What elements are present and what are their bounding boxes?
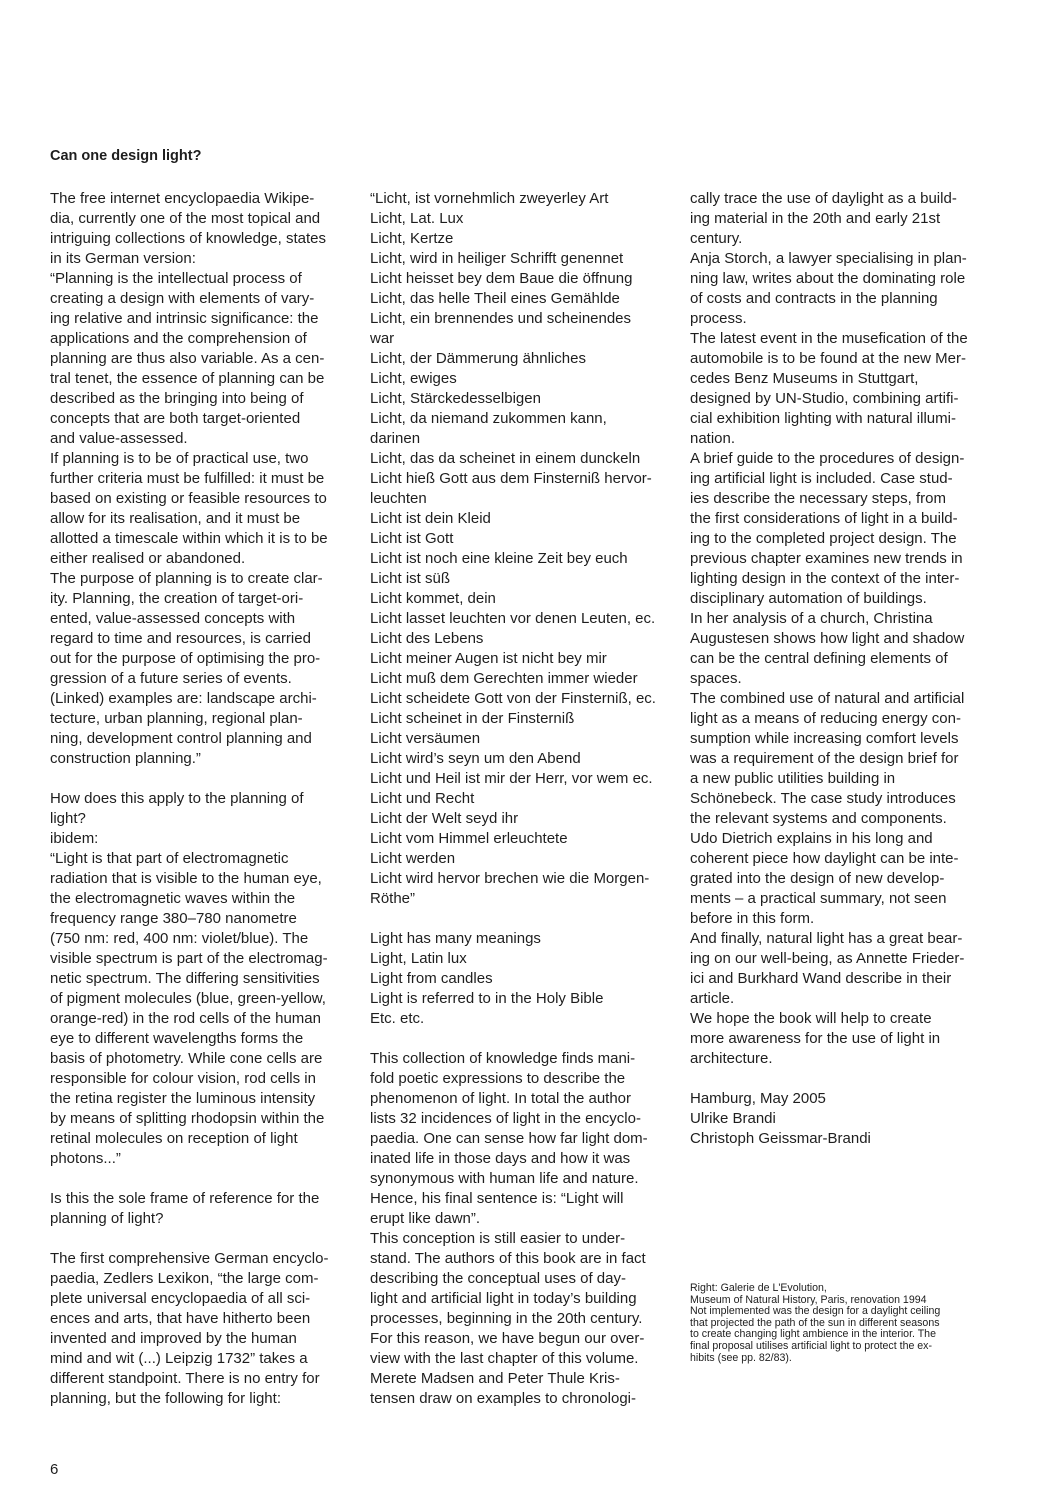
text-line: tecture, urban planning, regional plan-: [50, 710, 303, 727]
text-line: cial exhibition lighting with natural illumi-: [690, 410, 956, 427]
text-line: coherent piece how daylight can be inte-: [690, 850, 959, 867]
text-line: lists 32 incidences of light in the encyclo-: [370, 1110, 641, 1127]
text-line: allow for its realisation, and it must be: [50, 510, 301, 527]
text-line: the relevant systems and components.: [690, 810, 947, 827]
caption-line: Museum of Natural History, Paris, renovation 1994: [690, 1293, 927, 1306]
text-line: view with the last chapter of this volume.: [370, 1350, 639, 1367]
text-line: Licht wird’s seyn um den Abend: [370, 750, 581, 767]
text-line: Licht und Heil ist mir der Herr, vor wem ec.: [370, 770, 653, 787]
text-line: mind and wit (...) Leipzig 1732” takes a: [50, 1350, 308, 1367]
text-line: Licht scheinet in der Finsterniß: [370, 710, 575, 727]
image-caption: [690, 1283, 940, 1364]
text-line: of costs and contracts in the planning: [690, 290, 938, 307]
text-line: tral tenet, the essence of planning can be: [50, 370, 325, 387]
text-line: Licht muß dem Gerechten immer wieder: [370, 670, 638, 687]
text-line: This conception is still easier to under-: [370, 1230, 626, 1247]
page-number: 6: [50, 1461, 59, 1478]
text-line: Light is referred to in the Holy Bible: [370, 990, 604, 1007]
text-line: photons...”: [50, 1150, 121, 1167]
text-line: Licht heisset bey dem Baue die öffnung: [370, 270, 633, 287]
caption-line: hibits (see pp. 82/83).: [690, 1351, 792, 1364]
text-line: paedia, Zedlers Lexikon, “the large com-: [50, 1270, 319, 1287]
text-line: [370, 909, 680, 929]
text-line: ici and Burkhard Wand describe in their: [690, 970, 952, 987]
text-line: Licht hieß Gott aus dem Finsterniß hervor-: [370, 470, 652, 487]
text-line: architecture.: [690, 1050, 773, 1067]
text-line: eye to different wavelengths forms the: [50, 1030, 304, 1047]
text-line: fold poetic expressions to describe the: [370, 1070, 626, 1087]
text-line: Licht, Lat. Lux: [370, 210, 464, 227]
text-line: Licht versäumen: [370, 730, 481, 747]
text-line: We hope the book will help to create: [690, 1010, 932, 1027]
text-line: In her analysis of a church, Christina: [690, 610, 933, 627]
text-line: ibidem:: [50, 830, 99, 847]
text-line: Licht werden: [370, 850, 456, 867]
text-line: a new public utilities building in: [690, 770, 896, 787]
caption-line: to create changing light ambience in the interior. The: [690, 1328, 936, 1341]
text-line: Licht ist Gott: [370, 530, 454, 547]
text-line: Licht scheidete Gott von der Finsterniß, ec.: [370, 690, 656, 707]
text-line: [50, 769, 360, 789]
text-line: Licht, das helle Theil eines Gemählde: [370, 290, 620, 307]
text-line: Licht kommet, dein: [370, 590, 496, 607]
text-line: “Licht, ist vornehmlich zweyerley Art: [370, 190, 609, 207]
text-line: The first comprehensive German encyclo-: [50, 1250, 329, 1267]
text-line: If planning is to be of practical use, two: [50, 450, 309, 467]
text-line: more awareness for the use of light in: [690, 1030, 941, 1047]
text-line: orange-red) in the rod cells of the human: [50, 1010, 321, 1027]
text-line: Light from candles: [370, 970, 493, 987]
text-line: Licht vom Himmel erleuchtete: [370, 830, 568, 847]
text-line: ies describe the necessary steps, from: [690, 490, 946, 507]
text-line: Is this the sole frame of reference for the: [50, 1190, 320, 1207]
text-line: ented, value-assessed concepts with: [50, 610, 296, 627]
text-line: Röthe”: [370, 890, 416, 907]
text-line: Ulrike Brandi: [690, 1110, 776, 1127]
text-line: lighting design in the context of the inter-: [690, 570, 960, 587]
text-line: Augustesen shows how light and shadow: [690, 630, 965, 647]
text-line: (750 nm: red, 400 nm: violet/blue). The: [50, 930, 309, 947]
text-line: retinal molecules on reception of light: [50, 1130, 298, 1147]
text-line: the retina register the luminous intensity: [50, 1090, 316, 1107]
text-line: planning of light?: [50, 1210, 164, 1227]
text-line: Light has many meanings: [370, 930, 541, 947]
text-line: Licht, da niemand zukommen kann,: [370, 410, 607, 427]
text-line: Udo Dietrich explains in his long and: [690, 830, 933, 847]
text-line: [50, 1229, 360, 1249]
text-line: concepts that are both target-oriented: [50, 410, 301, 427]
text-column-3: [690, 189, 1000, 1149]
text-line: before in this form.: [690, 910, 815, 927]
text-line: Schönebeck. The case study introduces: [690, 790, 956, 807]
text-line: cally trace the use of daylight as a build-: [690, 190, 957, 207]
text-line: Hamburg, May 2005: [690, 1090, 826, 1107]
text-line: different standpoint. There is no entry for: [50, 1370, 320, 1387]
text-line: designed by UN-Studio, combining artifi-: [690, 390, 959, 407]
text-line: frequency range 380–780 nanometre: [50, 910, 297, 927]
text-line: How does this apply to the planning of: [50, 790, 304, 807]
text-line: Christoph Geissmar-Brandi: [690, 1130, 871, 1147]
caption-line: final proposal utilises artificial light to protect the ex-: [690, 1339, 933, 1352]
text-line: invented and improved by the human: [50, 1330, 297, 1347]
text-line: This collection of knowledge finds mani-: [370, 1050, 636, 1067]
text-line: war: [370, 330, 395, 347]
text-line: construction planning.”: [50, 750, 201, 767]
text-line: light and artificial light in today’s building: [370, 1290, 637, 1307]
text-line: ences and arts, that have hitherto been: [50, 1310, 311, 1327]
section-heading: Can one design light?: [50, 148, 202, 164]
text-line: Licht lasset leuchten vor denen Leuten, ec.: [370, 610, 656, 627]
text-line: ing to the completed project design. The: [690, 530, 957, 547]
caption-line: Not implemented was the design for a daylight ceiling: [690, 1305, 941, 1318]
text-line: and value-assessed.: [50, 430, 188, 447]
text-line: Licht und Recht: [370, 790, 475, 807]
text-line: the first considerations of light in a build-: [690, 510, 958, 527]
text-line: grated into the design of new develop-: [690, 870, 945, 887]
text-line: based on existing or feasible resources to: [50, 490, 327, 507]
text-line: Licht der Welt seyd ihr: [370, 810, 519, 827]
text-line: Etc. etc.: [370, 1010, 425, 1027]
text-line: planning are thus also variable. As a cen-: [50, 350, 325, 367]
text-line: gression of a future series of events.: [50, 670, 292, 687]
text-line: described as the bringing into being of: [50, 390, 304, 407]
text-column-1: [50, 189, 360, 1409]
text-line: out for the purpose of optimising the pro-: [50, 650, 321, 667]
text-line: “Light is that part of electromagnetic: [50, 850, 289, 867]
text-line: cedes Benz Museums in Stuttgart,: [690, 370, 919, 387]
text-line: ing relative and intrinsic significance: the: [50, 310, 319, 327]
text-line: allotted a timescale within which it is to be: [50, 530, 328, 547]
text-line: responsible for colour vision, rod cells in: [50, 1070, 316, 1087]
text-line: can be the central defining elements of: [690, 650, 948, 667]
text-line: the electromagnetic waves within the: [50, 890, 296, 907]
text-line: describing the conceptual uses of day-: [370, 1270, 626, 1287]
text-line: spaces.: [690, 670, 742, 687]
text-line: Light, Latin lux: [370, 950, 467, 967]
text-line: inated life in those days and how it was: [370, 1150, 631, 1167]
caption-line: Right: Galerie de L'Evolution,: [690, 1282, 827, 1294]
text-column-2: [370, 189, 680, 1409]
text-line: disciplinary automation of buildings.: [690, 590, 927, 607]
text-line: basis of photometry. While cone cells are: [50, 1050, 323, 1067]
text-line: (Linked) examples are: landscape archi-: [50, 690, 317, 707]
text-line: Licht wird hervor brechen wie die Morgen-: [370, 870, 650, 887]
text-line: The latest event in the musefication of the: [690, 330, 968, 347]
text-line: either realised or abandoned.: [50, 550, 246, 567]
text-line: ing material in the 20th and early 21st: [690, 210, 941, 227]
text-line: [50, 1169, 360, 1189]
text-line: light?: [50, 810, 86, 827]
text-line: leuchten: [370, 490, 427, 507]
text-line: previous chapter examines new trends in: [690, 550, 963, 567]
text-line: Licht ist noch eine kleine Zeit bey euch: [370, 550, 628, 567]
text-line: regard to time and resources, is carried: [50, 630, 311, 647]
text-line: applications and the comprehension of: [50, 330, 307, 347]
text-line: ning law, writes about the dominating role: [690, 270, 966, 287]
text-line: Licht, der Dämmerung ähnliches: [370, 350, 586, 367]
text-line: Hence, his final sentence is: “Light will: [370, 1190, 624, 1207]
text-line: processes, beginning in the 20th century.: [370, 1310, 643, 1327]
text-line: Licht, ewiges: [370, 370, 457, 387]
text-line: synonymous with human life and nature.: [370, 1170, 639, 1187]
text-line: The combined use of natural and artificial: [690, 690, 965, 707]
text-line: A brief guide to the procedures of design-: [690, 450, 965, 467]
text-line: Merete Madsen and Peter Thule Kris-: [370, 1370, 620, 1387]
text-line: automobile is to be found at the new Mer-: [690, 350, 966, 367]
text-line: Licht meiner Augen ist nicht bey mir: [370, 650, 607, 667]
text-line: [690, 1069, 1000, 1089]
text-line: ing on our well-being, as Annette Frieder-: [690, 950, 965, 967]
text-line: Licht ist dein Kleid: [370, 510, 491, 527]
text-line: Licht, Kertze: [370, 230, 454, 247]
text-line: And finally, natural light has a great bear-: [690, 930, 963, 947]
text-line: intriguing collections of knowledge, states: [50, 230, 326, 247]
text-line: darinen: [370, 430, 421, 447]
text-line: article.: [690, 990, 735, 1007]
text-line: The purpose of planning is to create clar-: [50, 570, 323, 587]
text-line: ity. Planning, the creation of target-ori-: [50, 590, 304, 607]
text-line: Licht, das da scheinet in einem dunckeln: [370, 450, 641, 467]
text-line: radiation that is visible to the human eye,: [50, 870, 322, 887]
text-line: century.: [690, 230, 743, 247]
text-line: For this reason, we have begun our over-: [370, 1330, 645, 1347]
text-line: netic spectrum. The differing sensitivities: [50, 970, 320, 987]
text-line: tensen draw on examples to chronologi-: [370, 1390, 636, 1407]
text-line: creating a design with elements of vary-: [50, 290, 315, 307]
text-line: process.: [690, 310, 747, 327]
caption-line: that projected the path of the sun in different seasons: [690, 1316, 940, 1329]
text-line: sumption while increasing comfort levels: [690, 730, 959, 747]
text-line: dia, currently one of the most topical and: [50, 210, 321, 227]
text-line: “Planning is the intellectual process of: [50, 270, 302, 287]
text-line: light as a means of reducing energy con-: [690, 710, 961, 727]
text-line: planning, but the following for light:: [50, 1390, 281, 1407]
text-line: Anja Storch, a lawyer specialising in plan-: [690, 250, 967, 267]
text-line: Licht, wird in heiliger Schrifft genennet: [370, 250, 624, 267]
text-line: paedia. One can sense how far light dom-: [370, 1130, 648, 1147]
text-line: phenomenon of light. In total the author: [370, 1090, 632, 1107]
text-line: ning, development control planning and: [50, 730, 312, 747]
text-line: Licht ist süß: [370, 570, 451, 587]
text-line: Licht des Lebens: [370, 630, 484, 647]
text-line: ments – a practical summary, not seen: [690, 890, 947, 907]
text-line: visible spectrum is part of the electromag-: [50, 950, 328, 967]
text-line: by means of splitting rhodopsin within the: [50, 1110, 325, 1127]
text-line: nation.: [690, 430, 736, 447]
text-line: ing artificial light is included. Case stud-: [690, 470, 953, 487]
text-line: of pigment molecules (blue, green-yellow,: [50, 990, 326, 1007]
text-line: was a requirement of the design brief for: [690, 750, 959, 767]
text-line: in its German version:: [50, 250, 196, 267]
text-line: [370, 1029, 680, 1049]
text-line: stand. The authors of this book are in fact: [370, 1250, 646, 1267]
text-line: erupt like dawn”.: [370, 1210, 481, 1227]
text-line: further criteria must be fulfilled: it must be: [50, 470, 325, 487]
text-line: Licht, ein brennendes und scheinendes: [370, 310, 632, 327]
text-line: Licht, Stärckedesselbigen: [370, 390, 541, 407]
text-line: plete universal encyclopaedia of all sci-: [50, 1290, 311, 1307]
text-line: The free internet encyclopaedia Wikipe-: [50, 190, 315, 207]
